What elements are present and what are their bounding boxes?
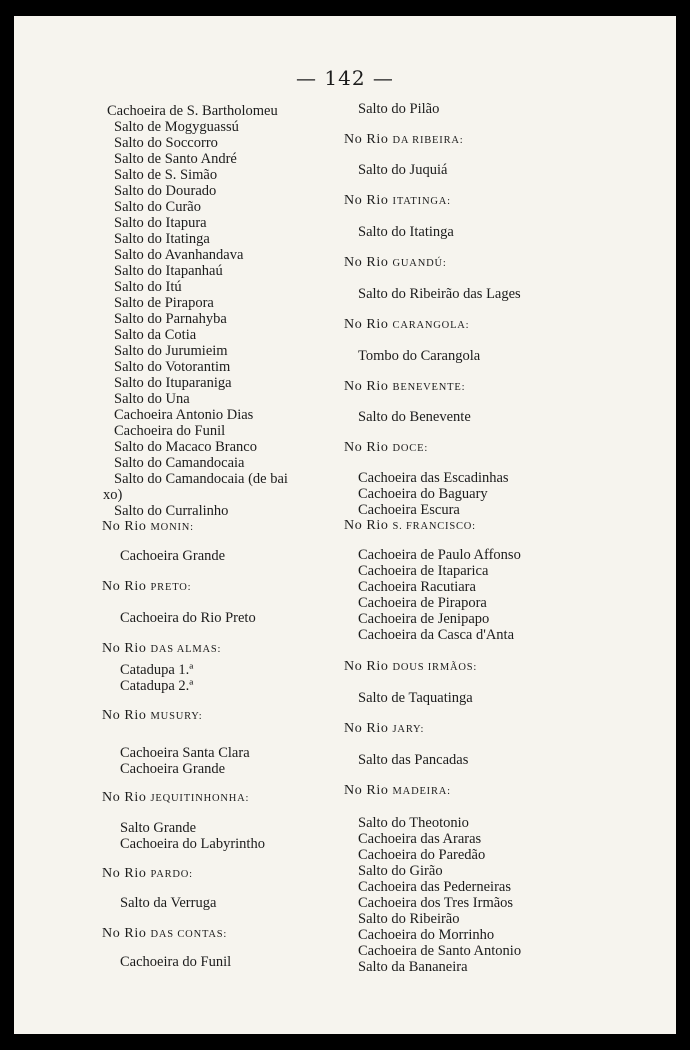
river-heading-prefix: No Rio [344, 721, 393, 736]
waterfall-entry: Cachoeira Escura [358, 502, 460, 518]
waterfall-entry: Cachoeira das Escadinhas [358, 470, 509, 486]
waterfall-entry: Salto de S. Simão [114, 167, 218, 183]
river-heading-name: CARANGOLA: [392, 320, 470, 331]
river-heading-name: PRETO: [150, 582, 192, 593]
waterfall-entry: Salto do Parnahyba [114, 311, 227, 327]
river-heading-name: DOUS IRMÃOS: [392, 662, 478, 673]
river-heading-name: ITATINGA: [392, 196, 451, 207]
river-heading [102, 579, 191, 596]
waterfall-entry: Cachoeira Grande [120, 761, 226, 777]
river-heading-prefix: No Rio [344, 440, 393, 455]
waterfall-entry: Salto do Camandocaia (de bai [114, 471, 288, 487]
waterfall-entry: Cachoeira de S. Bartholomeu [107, 103, 278, 119]
waterfall-entry: xo) [103, 487, 123, 503]
waterfall-entry: Cachoeira de Pirapora [358, 595, 487, 611]
river-heading-prefix: No Rio [102, 519, 151, 534]
river-heading [344, 783, 451, 800]
waterfall-entry: Salto do Juquiá [358, 162, 448, 178]
waterfall-entry: Salto do Girão [358, 863, 443, 879]
waterfall-entry: Cachoeira de Itaparica [358, 563, 489, 579]
waterfall-entry: Salto do Itatinga [358, 224, 454, 240]
waterfall-entry: Salto do Pilão [358, 101, 440, 117]
waterfall-entry: Salto do Avanhandava [114, 247, 244, 263]
waterfall-entry: Cachoeira das Araras [358, 831, 482, 847]
river-heading [102, 926, 227, 943]
river-heading-prefix: No Rio [344, 659, 393, 674]
waterfall-entry: Cachoeira Racutiara [358, 579, 476, 595]
river-heading-prefix: No Rio [102, 708, 151, 723]
river-heading-name: JEQUITINHONHA: [150, 793, 250, 804]
river-heading-prefix: No Rio [344, 193, 393, 208]
waterfall-entry: Salto do Itapanhaú [114, 263, 223, 279]
waterfall-entry: Salto da Verruga [120, 895, 217, 911]
waterfall-entry: Cachoeira do Labyrintho [120, 836, 265, 852]
waterfall-entry: Salto do Benevente [358, 409, 471, 425]
river-heading-name: GUANDÚ: [392, 258, 447, 269]
river-heading [102, 641, 221, 658]
river-heading-prefix: No Rio [344, 132, 393, 147]
river-heading [344, 379, 465, 396]
waterfall-entry: Salto do Camandocaia [114, 455, 245, 471]
river-heading-name: MONIN: [150, 522, 194, 533]
river-heading-prefix: No Rio [344, 518, 393, 533]
river-heading-prefix: No Rio [344, 783, 393, 798]
river-heading-name: BENEVENTE: [392, 382, 466, 393]
waterfall-entry: Salto de Santo André [114, 151, 237, 167]
river-heading [344, 659, 477, 676]
river-heading-prefix: No Rio [102, 790, 151, 805]
waterfall-entry: Salto de Pirapora [114, 295, 214, 311]
waterfall-entry: Salto do Itapura [114, 215, 207, 231]
river-heading-prefix: No Rio [344, 255, 393, 270]
river-heading-name: MUSURY: [150, 711, 203, 722]
waterfall-entry: Cachoeira da Casca d'Anta [358, 627, 515, 643]
river-heading [102, 866, 193, 883]
page-number: — 142 — [296, 66, 394, 90]
river-heading [344, 518, 476, 535]
river-heading-name: DAS ALMAS: [150, 644, 222, 655]
waterfall-entry: Catadupa 2.ª [120, 678, 194, 694]
waterfall-entry: Salto do Itatinga [114, 231, 210, 247]
river-heading-prefix: No Rio [102, 926, 151, 941]
waterfall-entry: Cachoeira do Baguary [358, 486, 488, 502]
waterfall-entry: Cachoeira do Paredão [358, 847, 486, 863]
river-heading [344, 440, 428, 457]
waterfall-entry: Cachoeira das Pederneiras [358, 879, 511, 895]
waterfall-entry: Salto do Ribeirão [358, 911, 460, 927]
waterfall-entry: Salto do Jurumieim [114, 343, 228, 359]
river-heading [102, 519, 194, 536]
waterfall-entry: Cachoeira do Morrinho [358, 927, 495, 943]
river-heading [102, 708, 202, 725]
waterfall-entry: Salto do Macaco Branco [114, 439, 257, 455]
waterfall-entry: Tombo do Carangola [358, 348, 481, 364]
waterfall-entry: Cachoeira dos Tres Irmãos [358, 895, 514, 911]
waterfall-entry: Cachoeira do Funil [114, 423, 226, 439]
river-heading-name: PARDO: [150, 869, 193, 880]
waterfall-entry: Salto do Una [114, 391, 190, 407]
waterfall-entry: Salto do Dourado [114, 183, 217, 199]
waterfall-entry: Salto das Pancadas [358, 752, 469, 768]
river-heading-prefix: No Rio [102, 579, 151, 594]
waterfall-entry: Salto da Cotia [114, 327, 197, 343]
waterfall-entry: Catadupa 1.ª [120, 662, 194, 678]
river-heading [344, 132, 463, 149]
waterfall-entry: Cachoeira Santa Clara [120, 745, 250, 761]
waterfall-entry: Salto do Curão [114, 199, 201, 215]
river-heading-name: MADEIRA: [392, 786, 451, 797]
waterfall-entry: Salto do Soccorro [114, 135, 218, 151]
river-heading [344, 721, 424, 738]
waterfall-entry: Cachoeira Grande [120, 548, 226, 564]
waterfall-entry: Cachoeira de Paulo Affonso [358, 547, 521, 563]
river-heading-name: DOCE: [392, 443, 429, 454]
waterfall-entry: Salto do Itú [114, 279, 182, 295]
river-heading-prefix: No Rio [102, 641, 151, 656]
waterfall-entry: Cachoeira de Jenipapo [358, 611, 490, 627]
river-heading-name: JARY: [392, 724, 425, 735]
river-heading-name: S. FRANCISCO: [392, 521, 476, 532]
river-heading-name: DAS CONTAS: [150, 929, 228, 940]
waterfall-entry: Salto de Mogyguassú [114, 119, 239, 135]
waterfall-entry: Salto de Taquatinga [358, 690, 473, 706]
waterfall-entry: Cachoeira Antonio Dias [114, 407, 254, 423]
waterfall-entry: Cachoeira do Rio Preto [120, 610, 256, 626]
waterfall-entry: Salto do Curralinho [114, 503, 229, 519]
waterfall-entry: Salto Grande [120, 820, 197, 836]
river-heading-prefix: No Rio [344, 317, 393, 332]
river-heading-name: DA RIBEIRA: [392, 135, 464, 146]
river-heading [344, 193, 451, 210]
river-heading [344, 317, 469, 334]
waterfall-entry: Salto da Bananeira [358, 959, 468, 975]
scanned-page [14, 16, 676, 1034]
river-heading-prefix: No Rio [102, 866, 151, 881]
waterfall-entry: Salto do Votorantim [114, 359, 231, 375]
river-heading [102, 790, 249, 807]
river-heading-prefix: No Rio [344, 379, 393, 394]
river-heading [344, 255, 447, 272]
waterfall-entry: Cachoeira de Santo Antonio [358, 943, 522, 959]
waterfall-entry: Salto do Ituparaniga [114, 375, 232, 391]
waterfall-entry: Salto do Ribeirão das Lages [358, 286, 521, 302]
waterfall-entry: Salto do Theotonio [358, 815, 469, 831]
waterfall-entry: Cachoeira do Funil [120, 954, 232, 970]
